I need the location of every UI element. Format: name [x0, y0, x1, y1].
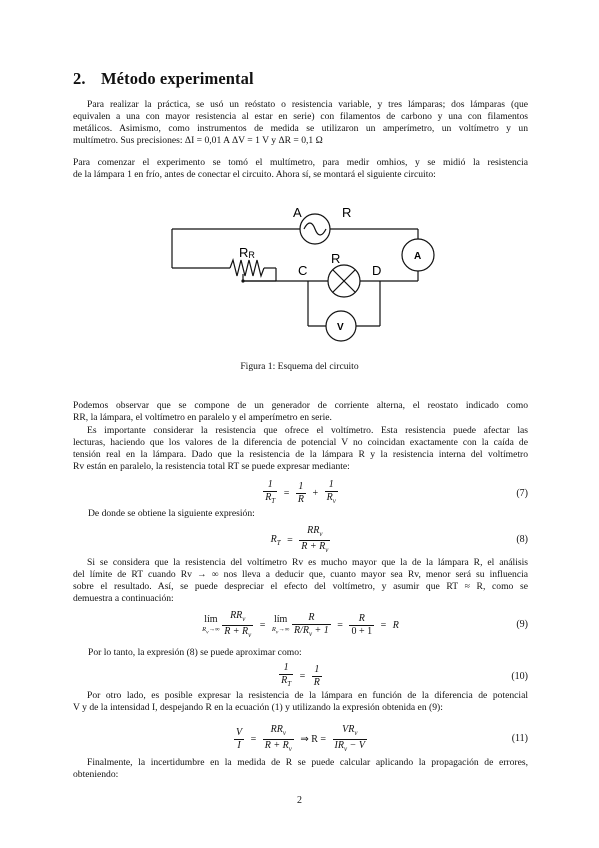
text-line: del límite de RT cuando Rv → ∞ nos lleva a deducir que, cuanto mayor sea Rv, menor será su influencia [73, 569, 528, 580]
text-line: Si se considera que la resistencia del voltímetro Rv es mucho mayor que la de la lámpara R, el análisis [87, 557, 528, 568]
paragraph-uncertainty [73, 757, 528, 781]
circuit-diagram [160, 195, 440, 345]
section-number: 2. [73, 69, 86, 88]
sine-wave-icon [304, 223, 326, 235]
paragraph-derivation [88, 508, 528, 520]
paragraph-circuit-description [73, 400, 528, 424]
label-rr: RR [239, 245, 255, 260]
page-number: 2 [297, 795, 302, 806]
label-r-top: R [342, 205, 352, 220]
text-line: Por lo tanto, la expresión (8) se puede aproximar como: [88, 647, 302, 658]
text-line: multímetro. Sus precisiones: ΔI = 0,01 A ΔV = 1 V y ΔR = 0,1 Ω [73, 135, 323, 146]
text-line: Rv están en paralelo, la resistencia total RT se puede expresar mediante: [73, 461, 350, 472]
equation-number: (7) [516, 488, 528, 499]
text-line: sobre el resultado. Así, se puede despreciar el efecto del voltímetro, y asumir que RT ≈ R, como se [73, 581, 528, 592]
paragraph-limit-analysis [73, 557, 528, 605]
section-heading [73, 69, 254, 89]
equation-11: $\frac{V}{I}$ = $\frac{RR_v}{R + R_v}$ ⇒ R = $\frac{VR_v}{IR_v - V}$ (11) [236, 724, 528, 753]
text-line: equivalen a una con mayor resistencia al estar en serie) con filamentos de carbono y una con filamentos [73, 111, 528, 122]
text-line: Finalmente, la incertidumbre en la medida de R se puede calcular aplicando la propagación de errores, [87, 757, 528, 768]
text-line: obteniendo: [73, 769, 119, 780]
text-line: Para comenzar el experimento se tomó el multímetro, para medir omhios, y se midió la resistencia [73, 157, 528, 168]
equation-9: lím $R_v\to\infty$ $\frac{RR_v}{R + R_v}$ = lím $R_v\to\infty$ $\frac{R}{R/R_v + 1}$ = $\frac{R}{0 + 1}$ = R (9) [202, 610, 528, 639]
text-line: demuestra a continuación: [73, 593, 174, 604]
section-title: Método experimental [101, 69, 254, 88]
equation-number: (11) [511, 733, 528, 744]
text-line: Podemos observar que se compone de un generador de corriente alterna, el reostato indicado como [73, 400, 528, 411]
label-node-c: C [298, 263, 308, 278]
equation-number: (8) [516, 534, 528, 545]
paragraph-procedure [73, 157, 528, 181]
text-line: Por otro lado, es posible expresar la resistencia de la lámpara en función de la diferencia de potencial [87, 690, 528, 701]
text-line: RR, la lámpara, el voltímetro en paralelo y el amperímetro en serie. [73, 412, 332, 423]
text-line: De donde se obtiene la siguiente expresión: [88, 508, 255, 519]
equation-10: $\frac{1}{R_T}$ = $\frac{1}{R}$ (10) [281, 662, 528, 688]
label-voltmeter: V [337, 322, 344, 333]
figure-caption: Figura 1: Esquema del circuito [240, 361, 359, 372]
equation-7: $\frac{1}{R_T}$ = $\frac{1}{R}$ + $\frac{1}{R_v}$ (7) [265, 479, 528, 505]
equation-number: (10) [511, 671, 528, 682]
text-line: Para realizar la práctica, se usó un reóstato o resistencia variable, y tres lámparas; dos lámparas (que [87, 99, 528, 110]
paragraph-materials [73, 99, 528, 147]
text-line: lecturas, haciendo que los valores de la diferencia de potencial V no coincidan exactamente con la caída de [73, 437, 528, 448]
junction-dot [241, 279, 244, 282]
label-node-a: A [293, 205, 302, 220]
equation-number: (9) [516, 619, 528, 630]
paragraph-approximation [88, 647, 528, 659]
rheostat-icon [230, 260, 264, 276]
label-r-lamp: R [331, 251, 341, 266]
text-line: metálicos. Asimismo, como instrumentos de medida se utilizaron un amperímetro, un voltímetro y un [73, 123, 528, 134]
text-line: Es importante considerar la resistencia que ofrece el voltímetro. Esta resistencia puede afectar las [87, 425, 528, 436]
label-ammeter: A [414, 251, 422, 262]
label-node-d: D [372, 263, 382, 278]
paragraph-voltmeter-resistance [73, 425, 528, 473]
text-line: de la lámpara 1 en frío, antes de conectar el circuito. Ahora sí, se montará el siguiente circuito: [73, 169, 436, 180]
text-line: tensión real en la lámpara. Dado que la resistencia de la lámpara R y la resistencia interna del voltímetro [73, 449, 528, 460]
text-line: V y de la intensidad I, despejando R en la ecuación (1) y utilizando la expresión obtenida en (9): [73, 702, 443, 713]
paragraph-ohms-law [73, 690, 528, 714]
equation-8: $R_T$ = $\frac{RR_v}{R + R_v}$ (8) [270, 525, 528, 554]
